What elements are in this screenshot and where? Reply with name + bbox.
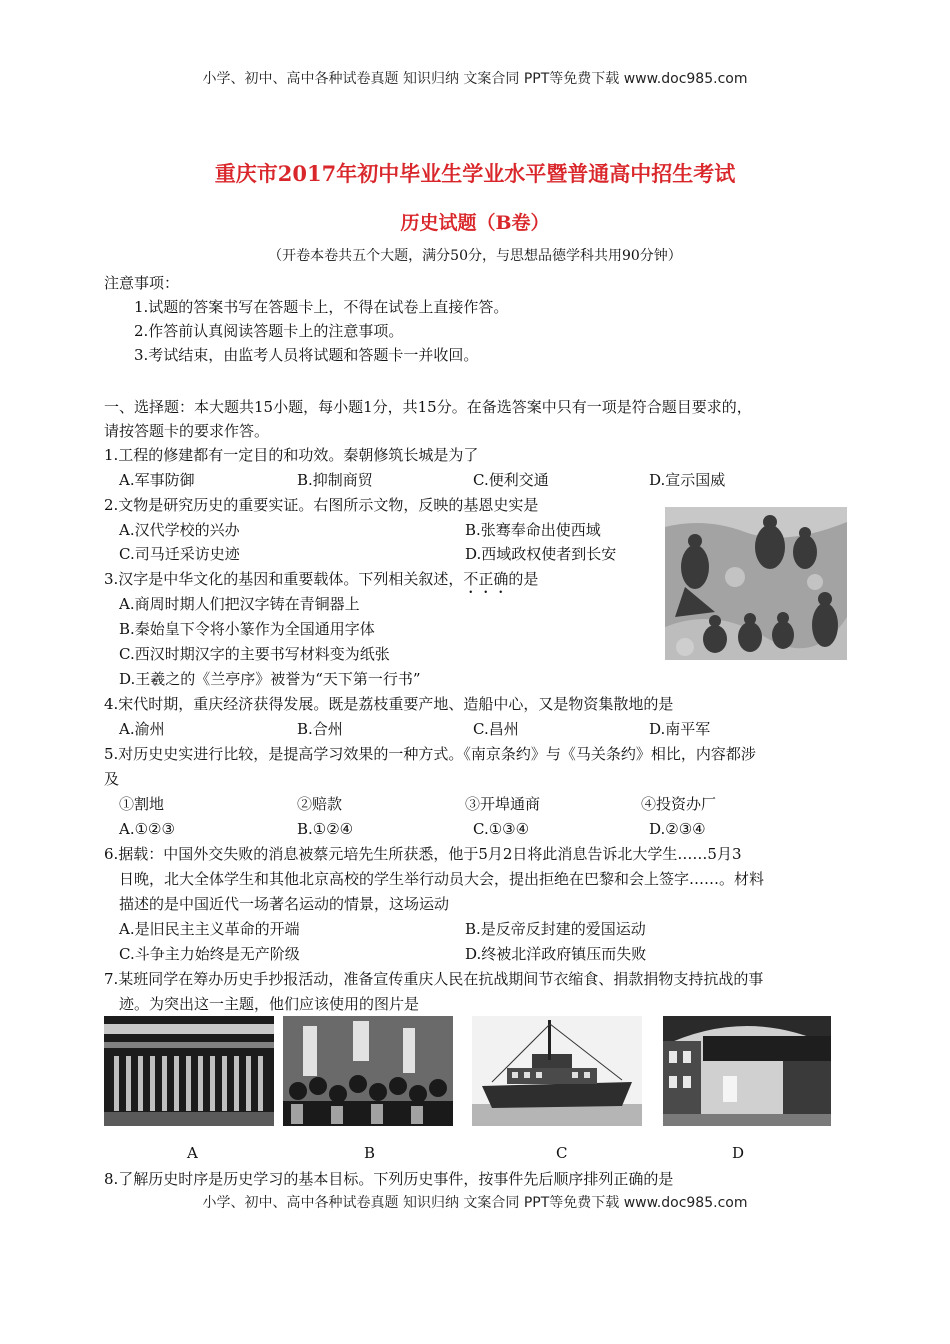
q5-option-d: D.②③④	[649, 820, 706, 838]
q7-stem: 7.某班同学在筹办历史手抄报活动，准备宣传重庆人民在抗战期间节衣缩食、捐款捐物支持抗战的事	[104, 970, 764, 988]
page-footer: 小学、初中、高中各种试卷真题 知识归纳 文案合同 PPT等免费下载 www.doc985.com	[202, 1195, 748, 1211]
q2-stem: 2.文物是研究历史的重要实证。右图所示文物，反映的基恩史实是	[104, 496, 539, 514]
q6-option-a: A.是旧民主主义革命的开端	[119, 920, 300, 938]
q6-stem: 6.据载：中国外交失败的消息被蔡元培先生所获悉，他于5月2日将此消息告诉北大学生……5月3	[104, 845, 742, 863]
q1-option-d: D.宣示国威	[649, 471, 726, 489]
q5-item-4: ④投资办厂	[641, 795, 717, 813]
mural-illustration	[665, 507, 847, 660]
q1-option-c: C.便利交通	[473, 471, 549, 489]
q2-option-a: A.汉代学校的兴办	[119, 521, 240, 539]
q4-stem: 4.宋代时期，重庆经济获得发展。既是荔枝重要产地、造船中心，又是物资集散地的是	[104, 695, 674, 713]
notes-heading: 注意事项：	[104, 274, 180, 292]
q5-option-b: B.①②④	[297, 820, 354, 838]
q8-stem: 8.了解历史时序是历史学习的基本目标。下列历史事件，按事件先后顺序排列正确的是	[104, 1170, 674, 1188]
photo-label-d: D	[732, 1144, 745, 1162]
q6-option-d: D.终被北洋政府镇压而失败	[465, 945, 647, 963]
q3-stem-text: 3.汉字是中华文化的基因和重要载体。下列相关叙述，	[104, 570, 464, 588]
q3-option-c: C.西汉时期汉字的主要书写材料变为纸张	[119, 645, 390, 663]
page-header: 小学、初中、高中各种试卷真题 知识归纳 文案合同 PPT等免费下载 www.doc985.com	[202, 71, 748, 87]
q6-option-b: B.是反帝反封建的爱国运动	[465, 920, 646, 938]
note-item: 3.考试结束，由监考人员将试题和答题卡一并收回。	[134, 346, 479, 364]
section-heading: 一、选择题：本大题共15小题，每小题1分，共15分。在备选答案中只有一项是符合题目要求的，	[104, 398, 752, 416]
photo-label-b: B	[364, 1144, 376, 1162]
photo-d-street-arch	[663, 1016, 831, 1126]
photo-b-crowd	[283, 1016, 453, 1126]
section-heading-cont: 请按答题卡的要求作答。	[104, 422, 270, 440]
q3-option-d: D.王羲之的《兰亭序》被誉为“天下第一行书”	[119, 670, 421, 688]
photo-a-textile-machines	[104, 1016, 274, 1126]
q1-option-a: A.军事防御	[119, 471, 195, 489]
exam-title: 重庆市2017年初中毕业生学业水平暨普通高中招生考试	[214, 161, 736, 186]
q4-option-b: B.合州	[297, 720, 343, 738]
q5-option-a: A.①②③	[119, 820, 175, 838]
q6-stem-cont: 描述的是中国近代一场著名运动的情景，这场运动	[119, 895, 450, 913]
q3-stem	[104, 570, 538, 597]
photo-d-illustration	[663, 1016, 831, 1126]
q7-stem-cont: 迹。为突出这一主题，他们应该使用的图片是	[119, 995, 420, 1013]
q1-stem: 1.工程的修建都有一定目的和功效。秦朝修筑长城是为了	[104, 446, 479, 464]
q3-stem-end: 的是	[508, 570, 539, 588]
q5-item-2: ②赔款	[297, 795, 343, 813]
q3-option-b: B.秦始皇下令将小篆作为全国通用字体	[119, 620, 375, 638]
q5-stem-cont: 及	[104, 770, 120, 788]
exam-subtitle: 历史试题（B卷）	[400, 212, 550, 234]
photo-a-illustration	[104, 1016, 274, 1126]
note-item: 2.作答前认真阅读答题卡上的注意事项。	[134, 322, 404, 340]
q5-item-3: ③开埠通商	[465, 795, 541, 813]
photo-label-a: A	[187, 1144, 198, 1162]
photo-b-illustration	[283, 1016, 453, 1126]
q2-option-c: C.司马迁采访史迹	[119, 545, 240, 563]
photo-c-ship	[472, 1016, 642, 1126]
q5-option-c: C.①③④	[473, 820, 530, 838]
photo-label-c: C	[556, 1144, 568, 1162]
photo-c-illustration	[472, 1016, 642, 1126]
q2-option-d: D.西域政权使者到长安	[465, 545, 617, 563]
q4-option-d: D.南平军	[649, 720, 711, 738]
q3-option-a: A.商周时期人们把汉字铸在青铜器上	[119, 595, 360, 613]
q1-option-b: B.抑制商贸	[297, 471, 373, 489]
q6-stem-cont: 日晚，北大全体学生和其他北京高校的学生举行动员大会，提出拒绝在巴黎和会上签字……。材料	[119, 870, 765, 888]
q2-option-b: B.张骞奉命出使西域	[465, 521, 601, 539]
q6-option-c: C.斗争主力始终是无产阶级	[119, 945, 300, 963]
q5-stem: 5.对历史史实进行比较，是提高学习效果的一种方式。《南京条约》与《马关条约》相比，内容都涉	[104, 745, 756, 763]
mural-relic-image	[665, 507, 847, 660]
note-item: 1.试题的答案书写在答题卡上，不得在试卷上直接作答。	[134, 298, 509, 316]
q5-item-1: ①割地	[119, 795, 165, 813]
q4-option-a: A.渝州	[119, 720, 165, 738]
q3-emphasis	[463, 570, 508, 588]
exam-info: （开卷本卷共五个大题，满分50分，与思想品德学科共用90分钟）	[268, 248, 682, 264]
q4-option-c: C.昌州	[473, 720, 519, 738]
q3-emphasis-text: 不正确	[463, 570, 509, 588]
